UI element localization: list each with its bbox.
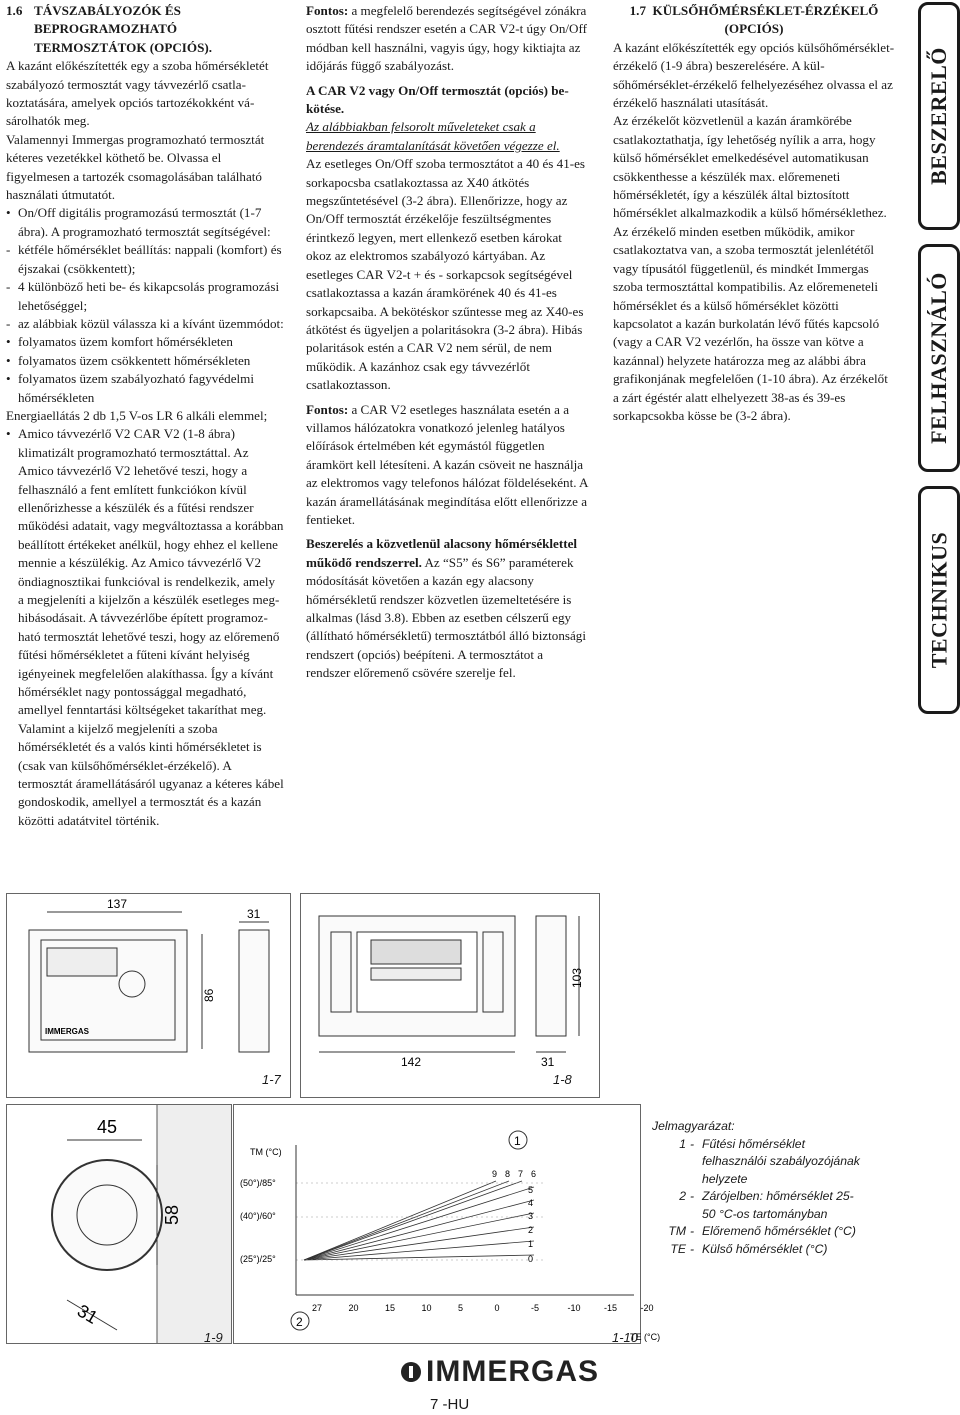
heating-curve-line xyxy=(304,1187,534,1260)
dimension-height: 58 xyxy=(162,1204,182,1225)
dash-item xyxy=(6,278,284,315)
heating-curve-line xyxy=(304,1213,534,1260)
dimension-height: 103 xyxy=(570,967,584,988)
legend-row: TM - Előremenő hőmérséklet (°C) xyxy=(652,1223,862,1241)
paragraph-text: a megfelelő berendezés segítségével zónákra osztott fűtési rendszer esetén a CAR V2-t úgy On/Off módban kell használni, vagyis úgy, hogy kiktiajta az időjárás függő szabályozást. xyxy=(306,3,587,74)
x-tick-label: -20 xyxy=(640,1303,654,1313)
outdoor-sensor-drawing xyxy=(7,1105,231,1343)
paragraph: Energiaellátás 2 db 1,5 V-os LR 6 alkáli elemmel; xyxy=(6,407,268,423)
y-tick-label: (25°)/25° xyxy=(240,1254,276,1264)
curve-label: 8 xyxy=(505,1169,511,1179)
bold-label: Fontos: xyxy=(306,401,349,417)
figure-caption: 1-7 xyxy=(262,1072,281,1087)
heating-curve-line xyxy=(304,1200,534,1260)
remote-control-drawing xyxy=(301,894,599,1097)
dimension-height: 86 xyxy=(202,988,216,1002)
tab-technikus xyxy=(918,486,960,714)
heating-curve-line xyxy=(304,1181,522,1260)
paragraph xyxy=(306,401,588,530)
curve-label: 3 xyxy=(528,1211,534,1221)
tab-felhasznalo xyxy=(918,244,960,472)
tab-label: FELHASZNÁLÓ xyxy=(926,272,952,444)
tab-label: TECHNIKUS xyxy=(926,531,952,669)
x-tick-label: 0 xyxy=(494,1303,500,1313)
x-tick-label: 20 xyxy=(348,1303,359,1313)
bullet-text: Amico távvezérlő V2 CAR V2 (1-8 ábra) klimatizált programozható termosztáttal. Az Amico távvezérlő V2 lehetővé teszi, hogy a felhasználó a fent említett funkciókon kívül ellenőrizhesse a készülék és a fűtési rendszer működési adatait, vagy megváltoztassa a korábban beállított értékeket anélkül, hogy ehhez el kellene mennie a készülékig. Az Amico távvezérlő V2 öndiagnosztikai funkcióval is rendelkezik, amely a megjeleníti a kijelzőn a készülék esetleges meghibásodásait. A távvezérlőbe épített programozható termosztát lehetővé teszi, hogy az előremenő fűtési hőmérsékletet a fűteni kívánt helyiség igényeinek megfelelően alakíthassa. Így a kívánt hőmérséklet nagy pontossággal megadható, amellyel fenntartási költségeket takaríthat meg. Valamint a kijelző megjeleníti a szoba hőmérsékletét és a valós kinti hőmérsékletet is (csak van külsőhőmérséklet-érzékelő). A termosztát áramellátásáról ugyanaz a kéteres kábel gondoskodik, amellyel a termosztát és a kazán közötti adatátvitel történik. xyxy=(18,426,284,828)
curve-label: 6 xyxy=(531,1169,537,1179)
logo-text: IMMERGAS xyxy=(426,1355,599,1388)
curve-label: 4 xyxy=(528,1198,534,1208)
bullet-item xyxy=(6,370,284,407)
bullet-item xyxy=(6,352,284,370)
x-tick-label: -15 xyxy=(604,1303,618,1313)
figure-1-7 xyxy=(6,893,291,1098)
tab-label: BESZERELŐ xyxy=(926,47,951,185)
heading-line: KÜLSŐHŐMÉRSÉKLET-ÉRZÉKELŐ xyxy=(652,3,879,18)
dash-text: 4 különböző heti be- és kikapcsolás programozási lehetőséggel; xyxy=(18,279,280,313)
bold-label: Beszerelés a közvetlenül alacsony hőmérséklettel működő rendszerrel. xyxy=(306,536,578,570)
figure-1-9 xyxy=(6,1104,232,1344)
legend-key: TE xyxy=(670,1241,686,1256)
heading-line: TERMOSZTÁTOK (OPCIÓS). xyxy=(34,39,213,55)
heating-curve-line xyxy=(304,1181,496,1260)
legend-value: Előremenő hőmérséklet (°C) xyxy=(702,1224,856,1238)
heading-line: BEPROGRAMOZHATÓ xyxy=(34,21,178,37)
heading-line: TÁVSZABÁLYOZÓK ÉS xyxy=(34,3,181,18)
column-2 xyxy=(306,2,588,683)
curve-label: 9 xyxy=(492,1169,498,1179)
y-axis-label: TM (°C) xyxy=(250,1147,282,1157)
column-3 xyxy=(613,2,895,425)
legend-value: Külső hőmérséklet (°C) xyxy=(702,1241,828,1256)
logo-mark-icon xyxy=(400,1361,422,1383)
warning-text: Az alábbiakban felsorolt műveleteket csak a berendezés áramtalanítását követően végezze el. xyxy=(306,119,560,153)
curve-label: 7 xyxy=(518,1169,524,1179)
section-number: 1.6 xyxy=(6,3,23,18)
x-tick-label: -5 xyxy=(531,1303,540,1313)
x-tick-label: 10 xyxy=(421,1303,432,1313)
curve-label: 0 xyxy=(528,1254,534,1264)
paragraph xyxy=(306,535,588,682)
dash-item xyxy=(6,315,284,333)
subheading: A CAR V2 vagy On/Off termosztát (opciós) bekötése. xyxy=(306,82,569,117)
legend-title: Jelmagyarázat: xyxy=(652,1119,735,1133)
x-axis-label: TE (°C) xyxy=(630,1332,661,1342)
dimension-width: 137 xyxy=(107,897,128,911)
section-heading-1-6 xyxy=(6,2,284,57)
dimension-depth: 31 xyxy=(73,1300,102,1328)
paragraph-text: a CAR V2 esetleges használata esetén a a villamos hálózatokra vonatkozó jelenleg hatályos előírások értelmében két egymástól független áramkört kell létesíteni. A kazán csöveit ne használja az elektromos vagy telefonos hálózat földeléseként. A kazán áramellátásának megindítása előtt ellenőrizze a fentieket. xyxy=(306,401,588,527)
dash-item xyxy=(6,241,284,278)
dimension-width: 142 xyxy=(401,1055,422,1069)
x-tick-label: 27 xyxy=(312,1303,323,1313)
figure-1-10 xyxy=(233,1104,661,1344)
paragraph: Valamennyi Immergas programozható termosztát kéteres vezetékkel köthető be. Olvassa el figyelmesen a tartozék csomagolásában található használati útmutatót. xyxy=(6,131,265,203)
legend-key: 2 xyxy=(679,1189,686,1203)
marker-label: 1 xyxy=(514,1134,521,1148)
legend-key: 1 xyxy=(679,1136,686,1151)
x-tick-label: 5 xyxy=(458,1303,464,1313)
y-tick-label: (50°)/85° xyxy=(240,1178,276,1188)
legend-value: Fűtési hőmérséklet felhasználói szabályozójának helyzete xyxy=(702,1136,860,1186)
dash-text: kétféle hőmérséklet beállítás: nappali (komfort) és éjszakai (csökkentett); xyxy=(18,242,282,276)
paragraph: A kazánt előkészítették egy opciós külsőhőmérséklet-érzékelő (1-9 ábra) beszerelésére. A külsőhőmérséklet-érzékelő felhelyezéséhez olvassa el az érzékelő használati utasítását. xyxy=(613,39,895,111)
tab-beszerelo xyxy=(918,2,960,230)
marker-label: 2 xyxy=(296,1315,303,1329)
paragraph: Az érzékelőt közvetlenül a kazán áramkörébe csatlakoztathatja, így lehetőség nyílik a arra, hogy külső hőmérséklet emelkedésével automatikusan csökkenthesse a készülék max. előremeneti hőmérsékletét, így a készülék által biztosított hőmérséklet alkalmazkodik a külső hőmérséklethez. Az érzékelő minden esetben működik, amikor csatlakoztatva van, a szoba termosztát jelenlététől vagy típusától függetlenül, és mindkét Immergas szoba termosztáttal kompatibilis. Az előremeneteli hőmérséklet és a külső hőmérséklet közötti kapcsolatot a kazán burkolatán lévő fűtés kapcsoló (vagy a CAR V2 vezérlőn, ha össze van kötve a kazánnal) helyzete határozza meg az alábbi ábra grafikonjának megfelelően (1-10 ábra). Az érzékelőt a zárt égéstér alatt elhelyezett 38-as és 39-es sorkapcsokba kösse be (3-2 ábra). xyxy=(613,113,888,423)
curve-label: 5 xyxy=(528,1185,534,1195)
paragraph: Az esetleges On/Off szoba termosztátot a 40 és 41-es sorkapocsba csatlakoztassa az X40 átkötés megszűntetésével (3-2 ábra). Ellenőrizze, hogy az On/Off termosztát érzékelője feszültségmentes érintkező legyen, mert ellenkező esetben károkat okoz az elektromos szabályozó kártyában. Az esetleges CAR V2-t + és - sorkapcsok segítségével csatlakoztassa a kazán áramkörének 40 és 41-es sorkapcsaiba. A bekötéskor szűntesse meg az X40-es átkötést és ügyeljen a polaritásokra (3-2 ábra). Hibás polaritások estén a CAR V2 nem sérül, de nem működik. A kazánhoz csak egy távvezérlőt csatlakoztasson. xyxy=(306,156,586,393)
thermostat-drawing xyxy=(7,894,290,1097)
figure-1-8 xyxy=(300,893,600,1098)
paragraph xyxy=(306,2,588,76)
bold-label: Fontos: xyxy=(306,3,349,18)
bullet-text: folyamatos üzem komfort hőmérsékleten xyxy=(18,334,233,350)
figure-caption: 1-9 xyxy=(204,1330,223,1345)
section-heading-1-7 xyxy=(613,2,895,39)
curve-label: 1 xyxy=(528,1239,534,1249)
page-number: 7 -HU xyxy=(430,1396,470,1413)
paragraph-text: Az “S5” és S6” paraméterek módosítását követően a kazán egy alacsony hőmérsékletű rendszer közvetlen üzemeltetésére is alkalmas (lásd 3.8). Ebben az esetben célszerű egy (állítható hőmérsékletű) termosztátból álló biztonsági rendszert (opciós) beépíteni. A termosztátot a rendszer előremenő csövére szerelje fel. xyxy=(306,554,586,681)
x-tick-label: -10 xyxy=(567,1303,581,1313)
y-tick-label: (40°)/60° xyxy=(240,1211,276,1221)
heating-curve-chart xyxy=(234,1105,661,1343)
heading-line: (OPCIÓS) xyxy=(724,21,784,37)
dimension-depth: 31 xyxy=(247,907,261,921)
legend-row: TE - Külső hőmérséklet (°C) xyxy=(652,1241,862,1259)
bullet-item xyxy=(6,333,284,351)
brand-label: IMMERGAS xyxy=(45,1027,89,1036)
dash-text: az alábbiak közül válassza ki a kívánt üzemmódot: xyxy=(18,315,284,331)
bullet-text: folyamatos üzem csökkentett hőmérsékleten xyxy=(18,352,251,368)
immergas-logo xyxy=(400,1355,599,1389)
paragraph: A kazánt előkészítették egy a szoba hőmérsékletét szabályozó termosztát vagy távvezérlő csatlakoztatására, amelyek opciós tartozékokként vásárolhatók meg. xyxy=(6,58,269,129)
legend-key: TM xyxy=(668,1224,686,1238)
figure-caption: 1-10 xyxy=(612,1330,639,1345)
legend xyxy=(652,1118,862,1258)
legend-row: 2 - Zárójelben: hőmérséklet 25-50 °C-os tartományban xyxy=(652,1188,862,1223)
bullet-text: folyamatos üzem szabályozható fagyvédelmi hőmérsékleten xyxy=(18,371,254,405)
section-number: 1.7 xyxy=(629,3,646,18)
bullet-item xyxy=(6,204,284,241)
column-1 xyxy=(6,2,284,830)
heating-curve-line xyxy=(304,1181,509,1260)
bullet-text: On/Off digitális programozású termosztát (1-7 ábra). A programozható termosztát segítségével: xyxy=(18,205,271,239)
figure-caption: 1-8 xyxy=(553,1072,572,1087)
dimension-depth: 31 xyxy=(541,1055,555,1069)
x-tick-label: 15 xyxy=(385,1303,396,1313)
legend-row: 1 - Fűtési hőmérséklet felhasználói szabályozójának helyzete xyxy=(652,1136,862,1189)
bullet-item xyxy=(6,425,284,830)
dimension-width: 45 xyxy=(97,1117,118,1137)
curve-label: 2 xyxy=(528,1225,534,1235)
legend-value: Zárójelben: hőmérséklet 25-50 °C-os tartományban xyxy=(702,1189,854,1221)
